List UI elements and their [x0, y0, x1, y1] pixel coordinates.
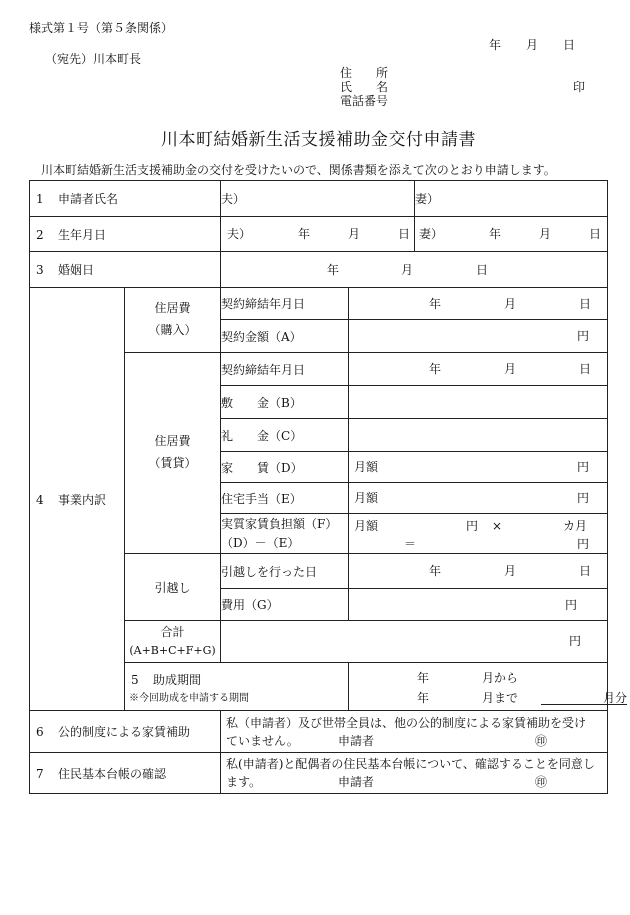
row-label: 住民基本台帳の確認 [58, 766, 167, 781]
year-label: 年 [429, 564, 442, 578]
key-money-field[interactable] [349, 419, 608, 452]
period-note: ※今回助成を申請する期間 [129, 693, 249, 704]
purchase-housing-sublabel: （購入） [148, 323, 197, 337]
moving-label: 引越し [125, 554, 221, 621]
row-label: 事業内訳 [58, 492, 107, 507]
housing-allowance-field[interactable] [349, 483, 608, 514]
row-number: 6 [36, 725, 44, 739]
month-label: 月 [504, 362, 517, 376]
moving-cost-field[interactable] [349, 589, 608, 621]
contract-amount-field[interactable] [349, 320, 608, 353]
row-label: 助成期間 [153, 673, 202, 687]
document-title: 川本町結婚新生活支援補助金交付申請書 [161, 130, 476, 150]
yen-label: 円 [565, 598, 578, 612]
contract-date-label: 契約締結年月日 [221, 288, 349, 320]
rent-contract-date-field[interactable] [349, 353, 608, 386]
times-sign: × [492, 519, 503, 533]
name-label: 氏 名 [340, 80, 389, 94]
declaration-text: 私（申請者）及び世帯全員は、他の公的制度による家賃補助を受け [226, 716, 587, 730]
monthly-label: 月額 [354, 519, 379, 533]
months-label: 月分 [603, 691, 628, 705]
key-money-label: 礼 金（C） [221, 419, 349, 452]
equals-sign: ＝ [404, 537, 417, 551]
moving-date-field[interactable] [349, 554, 608, 589]
day-label: 日 [579, 297, 592, 311]
day-label: 日 [579, 362, 592, 376]
application-table [29, 180, 628, 794]
row-public-rent-subsidy [30, 711, 608, 753]
total-formula: (A+B+C+F+G) [129, 644, 216, 658]
rent-label: 家 賃（D） [221, 452, 349, 483]
yen-label: 円 [466, 519, 479, 533]
housing-allowance-label: 住宅手当（E） [221, 483, 349, 514]
consent-text-cont: ます。 [226, 775, 262, 789]
row-purchase-contract-date [30, 288, 608, 320]
actual-rent-formula: （D）－（E） [221, 535, 300, 550]
monthly-label: 月額 [354, 460, 379, 474]
day-label: 日 [579, 564, 592, 578]
row-label: 公的制度による家賃補助 [58, 725, 191, 739]
month-label: 月 [504, 297, 517, 311]
rental-housing-sublabel: （賃貸） [148, 456, 197, 470]
row-number: 3 [36, 263, 44, 277]
month-label: 月 [539, 227, 552, 241]
row-birthdate [30, 217, 608, 252]
rental-housing-label: 住居費 [154, 434, 191, 449]
actual-rent-label: 実質家賃負担額（F） [221, 516, 338, 531]
total-label: 合計 [160, 625, 185, 640]
row-number: 1 [36, 192, 44, 206]
row-number: 7 [36, 766, 44, 781]
purchase-contract-date-field[interactable] [349, 288, 608, 320]
applicant-label: 申請者 [338, 775, 375, 789]
declaration-text-cont: ていません。 [226, 734, 299, 748]
month-label: 月 [401, 263, 414, 277]
year-label: 年 [417, 691, 430, 705]
row-number: 5 [131, 673, 139, 687]
deposit-label: 敷 金（B） [221, 386, 349, 419]
deposit-field[interactable] [349, 386, 608, 419]
marriage-date-field[interactable] [221, 252, 608, 288]
wife-name-field[interactable] [415, 181, 608, 217]
actual-rent-field[interactable] [349, 514, 608, 554]
date-year: 年 [489, 38, 502, 52]
addressee: （宛先）川本町長 [45, 52, 142, 66]
seal-mark: 印 [573, 80, 586, 94]
husband-birthdate-field[interactable] [221, 217, 415, 252]
row-applicant-name [30, 181, 608, 217]
from-label: 月から [482, 671, 519, 685]
address-label: 住 所 [340, 66, 389, 80]
seal-mark: ㊞ [535, 734, 548, 748]
form-number: 様式第１号（第５条関係） [29, 21, 174, 35]
months-label: カ月 [563, 519, 588, 533]
year-label: 年 [429, 297, 442, 311]
monthly-label: 月額 [354, 491, 379, 505]
moving-cost-label: 費用（G） [221, 589, 349, 621]
consent-text: 私(申請者)と配偶者の住民基本台帳について、確認することを同意し [226, 757, 595, 771]
row-label: 生年月日 [58, 227, 107, 242]
row-number: 4 [36, 492, 44, 507]
wife-label: 妻） [419, 227, 444, 241]
moving-date-label: 引越しを行った日 [221, 554, 349, 589]
husband-label: 夫） [227, 227, 252, 241]
intro-text: 川本町結婚新生活支援補助金の交付を受けたいので、関係書類を添えて次のとおり申請します。 [41, 163, 556, 177]
row-marriage-date [30, 252, 608, 288]
contract-amount-label: 契約金額（A） [221, 320, 349, 353]
yen-label: 円 [577, 491, 590, 505]
row-number: 2 [36, 227, 44, 242]
year-label: 年 [417, 671, 430, 685]
day-label: 日 [398, 227, 411, 241]
wife-label: 妻） [415, 192, 440, 206]
month-label: 月 [504, 564, 517, 578]
phone-label: 電話番号 [340, 94, 389, 108]
wife-birthdate-field[interactable] [415, 217, 608, 252]
row-label: 申請者氏名 [58, 192, 119, 206]
total-field[interactable] [221, 621, 608, 663]
husband-name-field[interactable] [221, 181, 415, 217]
date-day: 日 [563, 38, 576, 52]
date-month: 月 [526, 38, 539, 52]
row-label: 婚姻日 [58, 263, 95, 277]
seal-mark: ㊞ [535, 775, 548, 789]
year-label: 年 [489, 227, 502, 241]
rent-field[interactable] [349, 452, 608, 483]
year-label: 年 [298, 227, 311, 241]
yen-label: 円 [577, 460, 590, 474]
purchase-housing-label: 住居費 [154, 301, 191, 316]
year-label: 年 [327, 263, 340, 277]
yen-label: 円 [569, 634, 582, 648]
applicant-label: 申請者 [338, 734, 375, 748]
yen-label: 円 [577, 537, 590, 551]
year-label: 年 [429, 362, 442, 376]
month-label: 月 [348, 227, 361, 241]
row-resident-register [30, 753, 608, 794]
yen-label: 円 [577, 329, 590, 343]
day-label: 日 [476, 263, 489, 277]
day-label: 日 [589, 227, 602, 241]
contract-date-label: 契約締結年月日 [221, 353, 349, 386]
subsidy-period-field[interactable] [349, 663, 628, 711]
to-label: 月まで [482, 691, 519, 705]
husband-label: 夫） [221, 192, 246, 206]
